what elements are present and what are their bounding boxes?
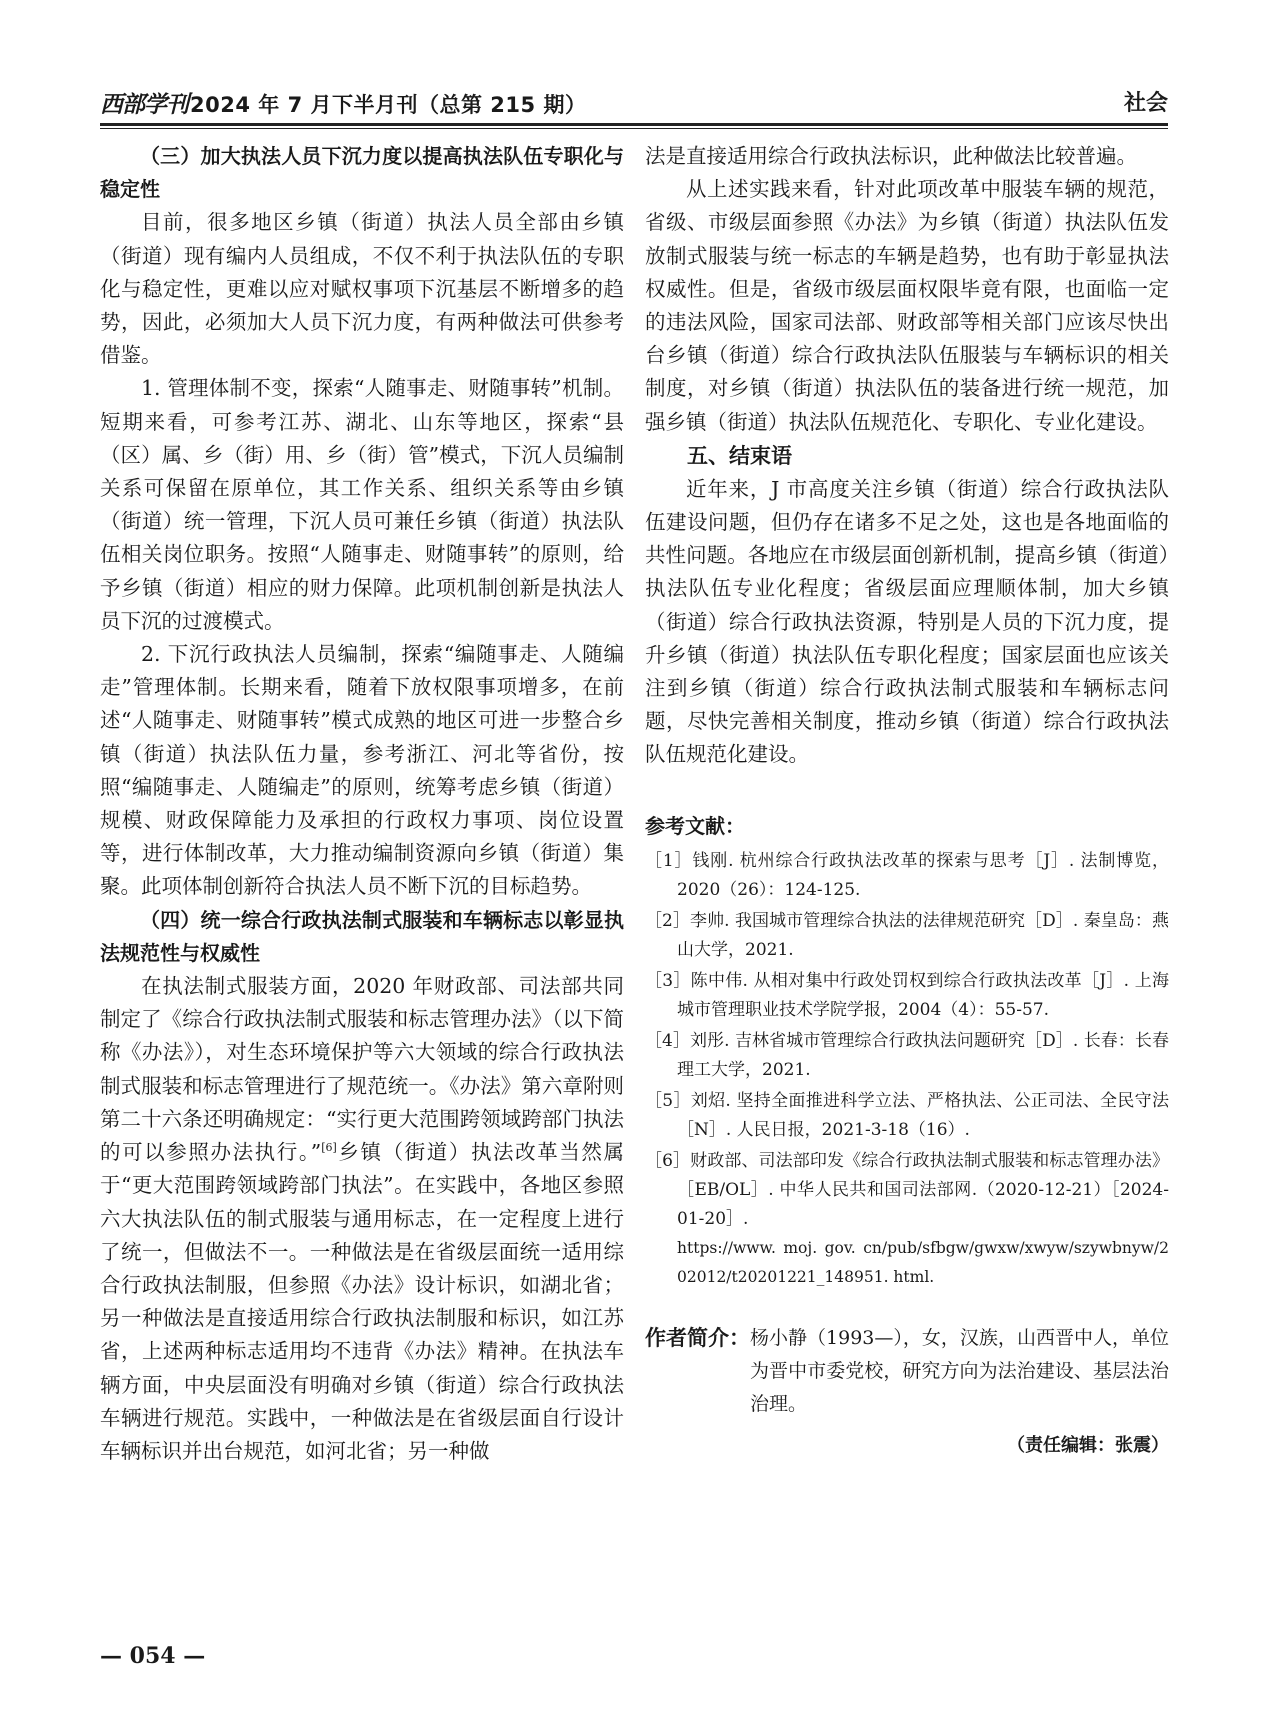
reference-text: ［6］财政部、司法部印发《综合行政执法制式服装和标志管理办法》［EB/OL］. 中华人民共和国司法部网.（2020-12-21）［2024-01-20］. [645, 1150, 1169, 1229]
journal-issue-line [100, 86, 586, 119]
citation-marker: [6] [321, 1141, 337, 1155]
subheading-4: （四）统一综合行政执法制式服装和车辆标志以彰显执法规范性与权威性 [100, 907, 624, 965]
header-rule [100, 123, 1168, 126]
author-label: 作者简介： [645, 1325, 750, 1350]
reference-item: ［2］李帅. 我国城市管理综合执法的法律规范研究［D］. 秦皇岛：燕山大学，2021. [645, 910, 1169, 960]
paragraph: 近年来，J 市高度关注乡镇（街道）综合行政执法队伍建设问题，但仍存在诸多不足之处，这也是各地面临的共性问题。各地应在市级层面创新机制，提高乡镇（街道）执法队伍专业化程度；省级层面应理顺体制，加大乡镇（街道）综合行政执法资源，特别是人员的下沉力度，提升乡镇（街道）执法队伍专职化程度；国家层面也应该关注到乡镇（街道）综合行政执法制式服装和车辆标志问题，尽快完善相关制度，推动乡镇（街道）综合行政执法队伍规范化建设。 [645, 476, 1169, 767]
issue-label: 2024 年 7 月下半月刊（总第 215 期） [190, 93, 587, 117]
reference-item: ［4］刘彤. 吉林省城市管理综合行政执法问题研究［D］. 长春：长春理工大学，2021. [645, 1030, 1169, 1080]
paragraph: 从上述实践来看，针对此项改革中服装车辆的规范，省级、市级层面参照《办法》为乡镇（街道）执法队伍发放制式服装与统一标志的车辆是趋势，也有助于彰显执法权威性。但是，省级市级层面权限毕竟有限，也面临一定的违法风险，国家司法部、财政部等相关部门应该尽快出台乡镇（街道）综合行政执法队伍服装与车辆标识的相关制度，对乡镇（街道）执法队伍的装备进行统一规范，加强乡镇（街道）执法队伍规范化、专职化、专业化建设。 [645, 177, 1169, 434]
paragraph [100, 970, 624, 1468]
reference-item: ［5］刘炤. 坚持全面推进科学立法、严格执法、公正司法、全民守法［N］. 人民日报，2021-3-18（16）. [645, 1090, 1169, 1140]
subheading-3: （三）加大执法人员下沉力度以提高执法队伍专职化与稳定性 [100, 144, 624, 202]
paragraph-text: 在执法制式服装方面，2020 年财政部、司法部共同制定了《综合行政执法制式服装和标志管理办法》（以下简称《办法》），对生态环境保护等六大领域的综合行政执法制式服装和标志管理进行了规范统一。《办法》第六章附则第二十六条还明确规定：“实行更大范围跨领域跨部门执法的可以参照办法执行。” [100, 974, 624, 1165]
reference-item [645, 1147, 1169, 1292]
author-text: 杨小静（1993—），女，汉族，山西晋中人，单位为晋中市委党校，研究方向为法治建设、基层法治治理。 [750, 1326, 1169, 1415]
responsible-editor: （责任编辑：张震） [1007, 1434, 1169, 1456]
references-list [645, 847, 1169, 1292]
reference-url[interactable]: https://www. moj. gov. cn/pub/sfbgw/gwxw/xwyw/szywbnyw/202012/t20201221_148951. html. [677, 1238, 1169, 1286]
journal-logo: 西部学刊 [100, 91, 188, 118]
references-title: 参考文献： [645, 813, 745, 838]
paragraph: 2. 下沉行政执法人员编制，探索“编随事走、人随编走”管理体制。长期来看，随着下放权限事项增多，在前述“人随事走、财随事转”模式成熟的地区可进一步整合乡镇（街道）执法队伍力量，参考浙江、河北等省份，按照“编随事走、人随编走”的原则，统筹考虑乡镇（街道）规模、财政保障能力及承担的行政权力事项、岗位设置等，进行体制改革，大力推动编制资源向乡镇（街道）集聚。此项体制创新符合执法人员不断下沉的目标趋势。 [100, 642, 624, 899]
page-number: — 054 — [100, 1643, 206, 1669]
paragraph-continued: 法是直接适用综合行政执法标识，此种做法比较普遍。 [645, 144, 1137, 168]
section-heading-conclusion: 五、结束语 [687, 443, 792, 468]
reference-item: ［1］钱刚. 杭州综合行政执法改革的探索与思考［J］. 法制博览，2020（26）：124-125. [645, 850, 1169, 900]
header-rule-thin [100, 128, 1168, 129]
paragraph: 1. 管理体制不变，探索“人随事走、财随事转”机制。短期来看，可参考江苏、湖北、山东等地区，探索“县（区）属、乡（街）用、乡（街）管”模式，下沉人员编制关系可保留在原单位，其工作关系、组织关系等由乡镇（街道）统一管理，下沉人员可兼任乡镇（街道）执法队伍相关岗位职务。按照“人随事走、财随事转”的原则，给予乡镇（街道）相应的财力保障。此项机制创新是执法人员下沉的过渡模式。 [100, 376, 624, 633]
paragraph-text: 乡镇（街道）执法改革当然属于“更大范围跨领域跨部门执法”。在实践中，各地区参照六大执法队伍的制式服装与通用标志，在一定程度上进行了统一，但做法不一。一种做法是在省级层面统一适用综合行政执法制服，但参照《办法》设计标识，如湖北省；另一种做法是直接适用综合行政执法制服和标识，如江苏省，上述两种标志适用均不违背《办法》精神。在执法车辆方面，中央层面没有明确对乡镇（街道）综合行政执法车辆进行规范。实践中，一种做法是在省级层面自行设计车辆标识并出台规范，如河北省；另一种做 [100, 1140, 625, 1463]
right-column [645, 140, 1169, 1457]
paragraph: 目前，很多地区乡镇（街道）执法人员全部由乡镇（街道）现有编内人员组成，不仅不利于执法队伍的专职化与稳定性，更难以应对赋权事项下沉基层不断增多的趋势，因此，必须加大人员下沉力度，有两种做法可供参考借鉴。 [100, 210, 624, 368]
author-bio [645, 1322, 1169, 1421]
section-label: 社会 [1123, 91, 1168, 116]
left-column [100, 140, 624, 1468]
page-header [100, 86, 1168, 120]
reference-item: ［3］陈中伟. 从相对集中行政处罚权到综合行政执法改革［J］. 上海城市管理职业技术学院学报，2004（4）：55-57. [645, 970, 1169, 1020]
